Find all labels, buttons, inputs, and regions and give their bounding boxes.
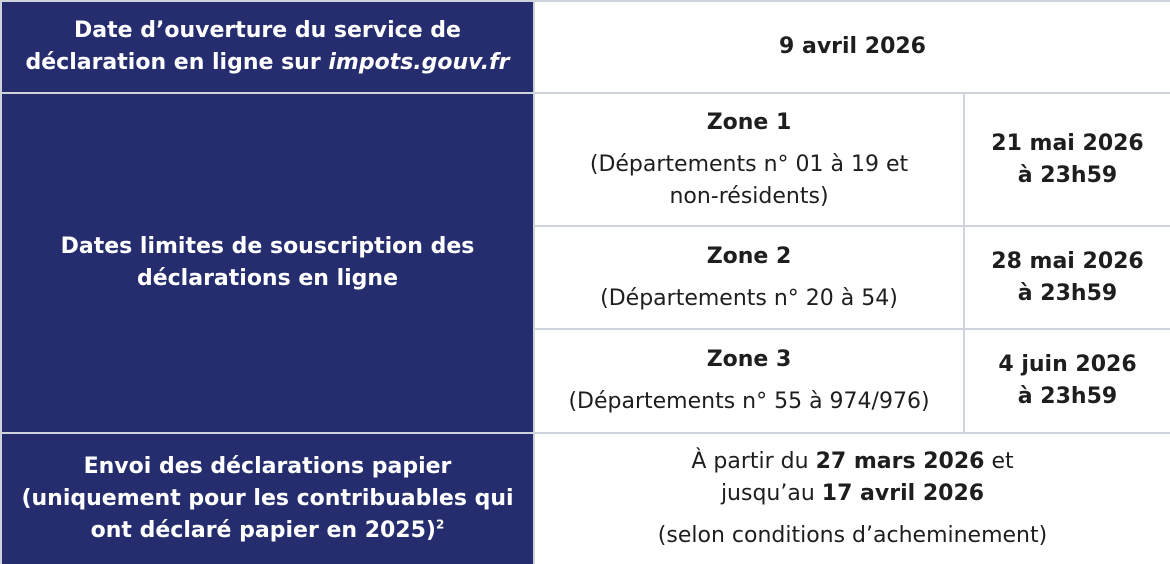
- zone1-time: à 23h59: [1017, 162, 1118, 188]
- zone3-time: à 23h59: [1017, 384, 1118, 409]
- opening-date-cell: [534, 1, 1170, 93]
- opening-label-line1: Date d’ouverture du service de: [74, 18, 461, 43]
- zone3-desc-line1: (Départements n° 55 à 974/976): [568, 389, 930, 414]
- paper-middle: et: [984, 449, 1014, 474]
- zone2-time: à 23h59: [1017, 280, 1118, 306]
- opening-label-cell: [1, 1, 534, 93]
- zone2-title: Zone 2: [706, 243, 792, 269]
- paper-row: [1, 433, 1170, 564]
- paper-note: (selon conditions d’acheminement): [657, 523, 1048, 548]
- zone1-cell: [534, 93, 964, 226]
- zone2-cell: [534, 226, 964, 329]
- zone2-deadline-cell: [964, 226, 1170, 329]
- paper-end-date: 17 avril 2026: [821, 481, 985, 506]
- deadlines-label-line1: Dates limites de souscription des: [60, 234, 475, 259]
- paper-label-line2: (uniquement pour les contribuables qui: [21, 486, 514, 511]
- opening-label-line2: déclaration en ligne sur: [25, 50, 329, 75]
- zone3-title: Zone 3: [706, 347, 792, 372]
- footnote-marker: 2: [435, 517, 445, 532]
- zone2-date: 28 mai 2026: [991, 248, 1144, 274]
- zone1-row: [1, 93, 1170, 226]
- paper-until: jusqu’au: [720, 481, 822, 506]
- opening-row: [1, 1, 1170, 93]
- zone1-deadline-cell: [964, 93, 1170, 226]
- zone3-cell: [534, 329, 964, 433]
- opening-date: 9 avril 2026: [779, 34, 926, 59]
- zone1-desc-line1: (Départements n° 01 à 19 et: [589, 151, 909, 177]
- zone3-deadline-cell: [964, 329, 1170, 433]
- zone1-title: Zone 1: [706, 109, 792, 135]
- paper-dates-cell: [534, 433, 1170, 564]
- paper-prefix: À partir du: [691, 449, 816, 474]
- opening-site-name: impots.gouv.fr: [328, 50, 510, 75]
- deadlines-label-cell: [1, 93, 534, 433]
- paper-label-line3: ont déclaré papier en 2025): [90, 518, 436, 543]
- paper-start-date: 27 mars 2026: [815, 449, 985, 474]
- paper-label-line1: Envoi des déclarations papier: [83, 454, 452, 479]
- zone2-desc-line1: (Départements n° 20 à 54): [600, 285, 898, 311]
- zone1-desc-line2: non-résidents): [669, 183, 829, 209]
- deadlines-label-line2: déclarations en ligne: [136, 266, 399, 291]
- zone3-date: 4 juin 2026: [998, 352, 1137, 377]
- zone1-date: 21 mai 2026: [991, 130, 1144, 156]
- paper-label-cell: [1, 433, 534, 564]
